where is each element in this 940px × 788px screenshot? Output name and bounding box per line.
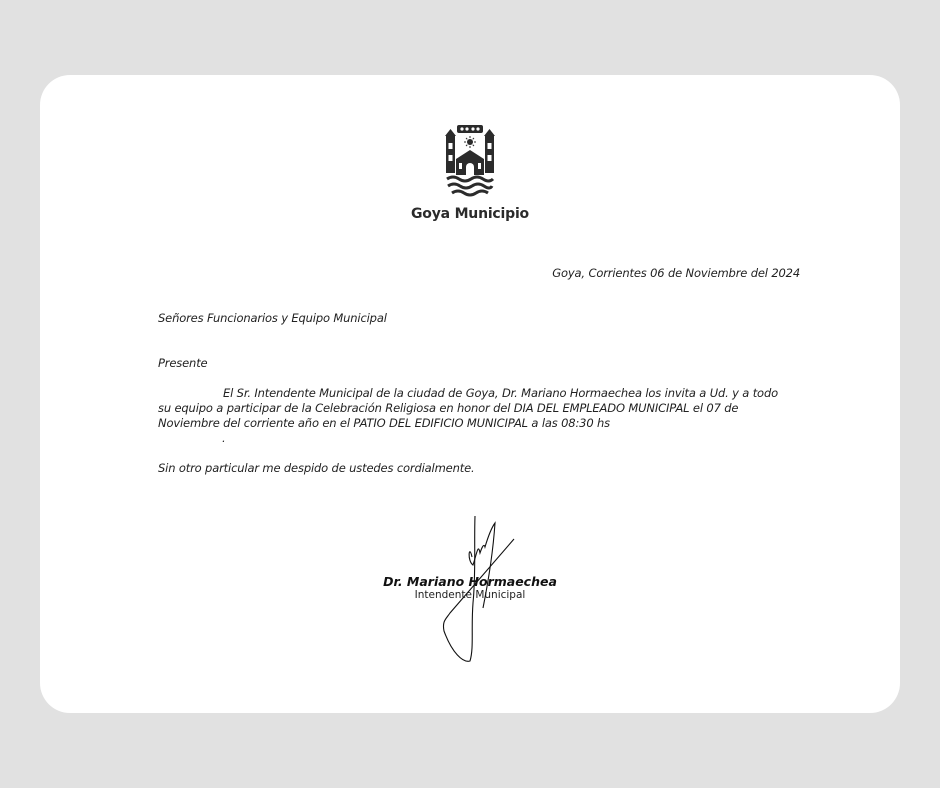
- letter-closing: Sin otro particular me despido de ustedes cordialmente.: [158, 461, 475, 475]
- body-line: su equipo a participar de la Celebración Religiosa en honor del DIA DEL EMPLEADO MUNICIPAL el 07 de: [158, 401, 739, 415]
- signatory-title: Intendente Municipal: [414, 589, 526, 601]
- body-line: El Sr. Intendente Municipal de la ciudad de Goya, Dr. Mariano Hormaechea los invita a Ud. y a todo: [223, 386, 778, 400]
- handwritten-signature-icon: [438, 513, 518, 663]
- letter-salutation: Señores Funcionarios y Equipo Municipal: [158, 311, 387, 325]
- logo-text: Goya Municipio: [411, 206, 529, 222]
- letter-card: [40, 75, 900, 713]
- letter-presente: Presente: [158, 356, 208, 370]
- body-line: Noviembre del corriente año en el PATIO DEL EDIFICIO MUNICIPAL a las 08:30 hs: [158, 416, 610, 430]
- letter-date: Goya, Corrientes 06 de Noviembre del 2024: [552, 266, 800, 280]
- body-line: .: [222, 431, 226, 445]
- signatory-name: Dr. Mariano Hormaechea: [383, 574, 557, 589]
- goya-municipal-crest-icon: [445, 123, 495, 201]
